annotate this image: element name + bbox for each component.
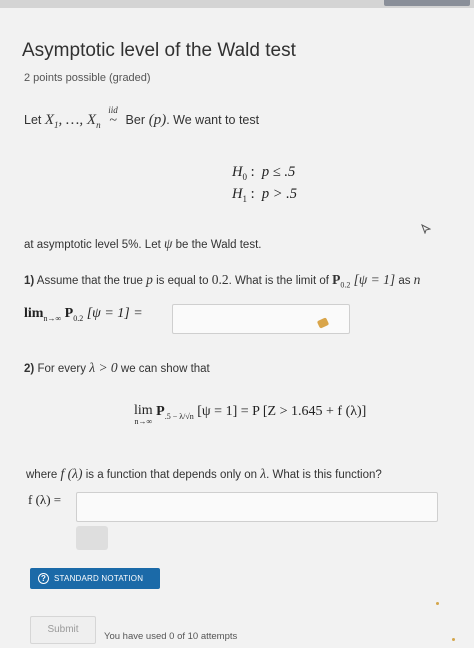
standard-notation-button[interactable] bbox=[30, 568, 160, 589]
intro-distribution: Ber bbox=[125, 113, 145, 127]
browser-top-strip bbox=[0, 0, 474, 8]
intro-distribution-param: (p) bbox=[144, 112, 167, 128]
null-hypothesis: $H_0$ : p ≤ .5 bbox=[232, 164, 296, 182]
answer-preview-box bbox=[76, 526, 108, 550]
problem-intro bbox=[24, 105, 260, 130]
attempts-counter: You have used 0 of 10 attempts bbox=[104, 631, 238, 642]
submit-button[interactable]: Submit bbox=[30, 616, 96, 644]
intro-let: Let bbox=[24, 113, 42, 127]
points-possible: 2 points possible (graded) bbox=[24, 72, 151, 84]
part2-where-statement: where f (λ) is a function that depends only on λ. What is this function? bbox=[26, 466, 382, 481]
level-statement: at asymptotic level 5%. Let ψ be the Wald test. bbox=[24, 236, 262, 251]
alternative-hypothesis: $H_1$ : p > .5 bbox=[232, 186, 298, 204]
part1-question: 1) Assume that the true p is equal to 0.2. What is the limit of $P_{0.2}$ [ψ = 1] as n bbox=[24, 272, 421, 290]
problem-title: Asymptotic level of the Wald test bbox=[22, 40, 296, 61]
problem-page bbox=[0, 8, 474, 648]
browser-tab[interactable] bbox=[384, 0, 470, 6]
intro-rest: . We want to test bbox=[166, 113, 260, 127]
screen-speck bbox=[452, 638, 455, 641]
standard-notation-label: STANDARD NOTATION bbox=[54, 574, 144, 583]
intro-variables: $X_1$, …, $X_n$ bbox=[44, 112, 101, 130]
part1-limit-expression: $\lim_{n\to\infty} P_{0.2}$ [ψ = 1] = bbox=[24, 306, 143, 323]
part2-answer-input[interactable] bbox=[76, 492, 438, 522]
help-icon: ? bbox=[38, 573, 49, 584]
part2-limit-expression: lim n→∞ $P_{.5 - \lambda/√n}$ [ψ = 1] = P [Z > 1.645 + f (λ)] bbox=[134, 403, 367, 426]
mouse-cursor-icon bbox=[421, 224, 431, 234]
part2-question: 2) For every λ > 0 we can show that bbox=[24, 360, 210, 375]
screen-speck bbox=[436, 602, 439, 605]
part2-function-label: f (λ) = bbox=[28, 492, 62, 507]
iid-symbol: iid ~ bbox=[108, 105, 118, 128]
